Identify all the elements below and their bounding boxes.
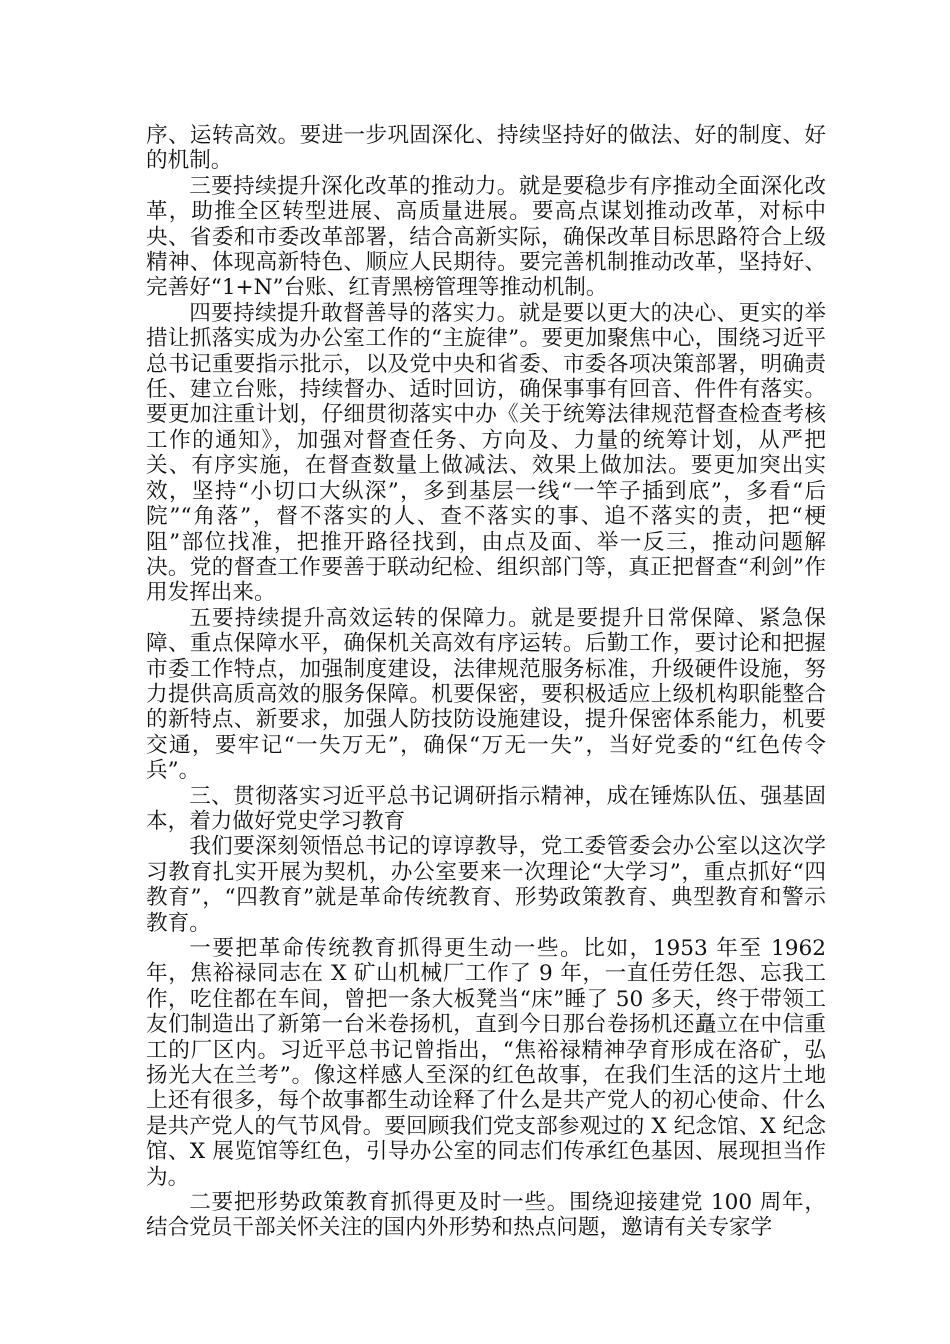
paragraph-policy-education: 二要把形势政策教育抓得更及时一些。围绕迎接建党 100 周年，结合党员干部关怀关注的国内外形势和热点问题，邀请有关专家学 bbox=[146, 1190, 826, 1241]
paragraph-supervision: 四要持续提升敢督善导的落实力。就是要以更大的决心、更实的举措让抓落实成为办公室工作的“主旋律”。要更加聚焦中心，围绕习近平总书记重要指示批示，以及党中央和省委、市委各项决策部署，明确责任、建立台账，持续督办、适时回访，确保事事有回音、件件有落实。要更加注重计划，仔细贯彻落实中办《关于统筹法律规范督查检查考核工作的通知》，加强对督查任务、方向及、力量的统筹计划，从严把关、有序实施，在督查数量上做减法、效果上做加法。要更加突出实效，坚持“小切口大纵深”，多到基层一线“一竿子插到底”，多看“后院”“角落”，督不落实的人、查不落实的事、追不落实的责，把“梗阻”部位找准，把推开路径找到，由点及面、举一反三，推动问题解决。党的督查工作要善于联动纪检、组织部门等，真正把督查“利剑”作用发挥出来。 bbox=[146, 300, 826, 606]
paragraph-revolutionary-tradition: 一要把革命传统教育抓得更生动一些。比如，1953 年至 1962 年，焦裕禄同志在 X 矿山机械厂工作了 9 年，一直任劳任怨、忘我工作，吃住都在车间，曾把一条大板凳当“床”睡了 50 多天，终于带领工友们制造出了新第一台米卷扬机，直到今日那台卷扬机还矗立在中信重工的厂区内。习近平总书记曾指出，“焦裕禄精神孕育形成在洛矿，弘扬光大在兰考”。像这样感人至深的红色故事，在我们生活的这片土地上还有很多，每个故事都生动诠释了什么是共产党人的初心使命、什么是共产党人的气节风骨。要回顾我们党支部参观过的 X 纪念馆、X 纪念馆、X 展览馆等红色，引导办公室的同志们传承红色基因、展现担当作为。 bbox=[146, 936, 826, 1190]
paragraph-reform-drive: 三要持续提升深化改革的推动力。就是要稳步有序推动全面深化改革，助推全区转型进展、高质量进展。要高点谋划推动改革，对标中央、省委和市委改革部署，结合高新实际，确保改革目标思路符合上级精神、体现高新特色、顺应人民期待。要完善机制推动改革，坚持好、完善好“1+N”台账、红青黑榜管理等推动机制。 bbox=[146, 173, 826, 301]
document-body bbox=[146, 123, 826, 1241]
paragraph-continuation: 序、运转高效。要进一步巩固深化、持续坚持好的做法、好的制度、好的机制。 bbox=[146, 123, 826, 174]
section-heading-3: 三、贯彻落实习近平总书记调研指示精神，成在锤炼队伍、强基固本，着力做好党史学习教育 bbox=[146, 783, 826, 834]
paragraph-four-educations: 我们要深刻领悟总书记的谆谆教导，党工委管委会办公室以这次学习教育扎实开展为契机，办公室要来一次理论“大学习”，重点抓好“四教育”，“四教育”就是革命传统教育、形势政策教育、典型教育和警示教育。 bbox=[146, 834, 826, 936]
paragraph-support-capacity: 五要持续提升高效运转的保障力。就是要提升日常保障、紧急保障、重点保障水平，确保机关高效有序运转。后勤工作，要讨论和把握市委工作特点，加强制度建设，法律规范服务标准，升级硬件设施，努力提供高质高效的服务保障。机要保密，要积极适应上级机构职能整合的新特点、新要求，加强人防技防设施建设，提升保密体系能力，机要交通，要牢记“一失万无”，确保“万无一失”，当好党委的“红色传令兵”。 bbox=[146, 605, 826, 784]
